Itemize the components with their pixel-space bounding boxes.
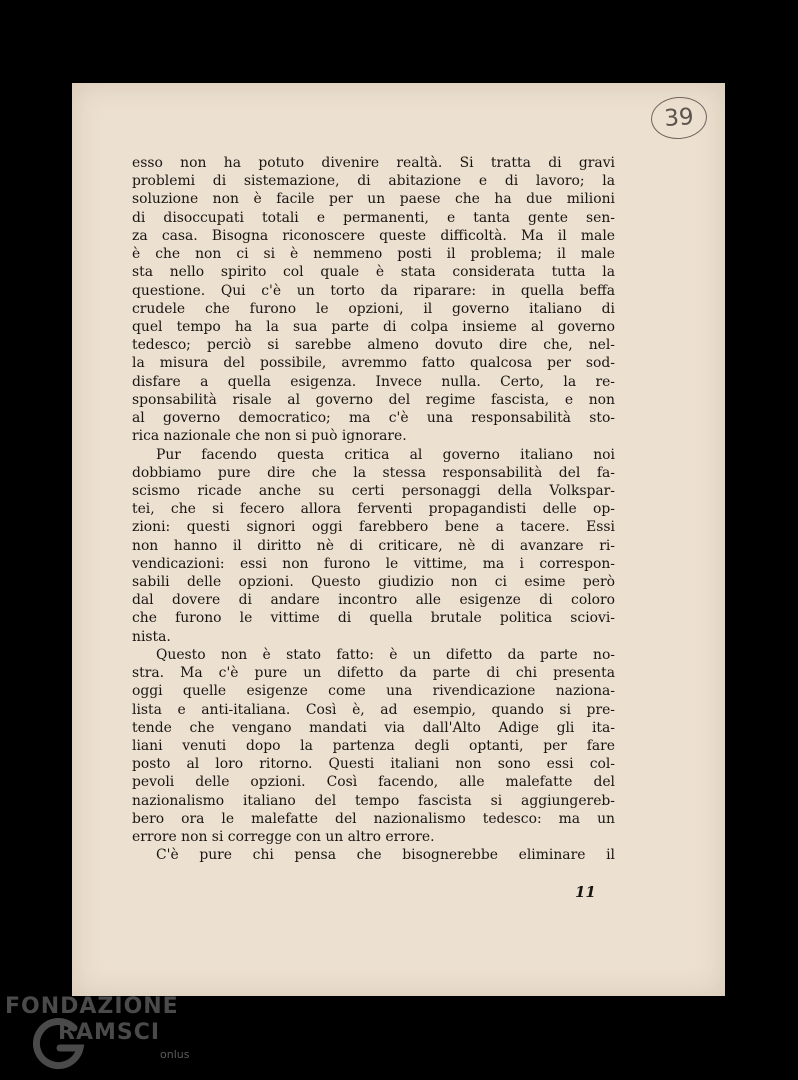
text-line: lista e anti-italiana. Così è, ad esempio, quando si pre- bbox=[132, 701, 615, 718]
text-line: oggi quelle esigenze come una rivendicazione naziona- bbox=[132, 683, 615, 700]
body-text bbox=[132, 154, 615, 865]
text-line: liani venuti dopo la partenza degli optanti, per fare bbox=[132, 738, 615, 754]
text-line: nazionalismo italiano del tempo fascista si aggiungereb- bbox=[132, 792, 615, 809]
text-line: dal dovere di andare incontro alle esigenze di coloro bbox=[132, 592, 615, 609]
text-line: Pur facendo questa critica al governo italiano noi bbox=[156, 446, 615, 463]
text-line: sabili delle opzioni. Questo giudizio non ci esime però bbox=[132, 574, 615, 591]
text-line: zioni: questi signori oggi farebbero bene a tacere. Essi bbox=[132, 519, 615, 536]
text-line: sta nello spirito col quale è stata considerata tutta la bbox=[132, 264, 615, 281]
text-line: quel tempo ha la sua parte di colpa insieme al governo bbox=[132, 318, 615, 335]
text-line: crudele che furono le opzioni, il governo italiano di bbox=[132, 300, 615, 317]
page-number: 11 bbox=[575, 883, 596, 901]
text-line: za casa. Bisogna riconoscere queste difficoltà. Ma il male bbox=[132, 227, 615, 244]
logo-subtitle: onlus bbox=[160, 1048, 190, 1061]
text-line: problemi di sistemazione, di abitazione e di lavoro; la bbox=[132, 173, 615, 190]
text-line: errore non si corregge con un altro errore. bbox=[132, 829, 435, 846]
text-line: esso non ha potuto divenire realtà. Si tratta di gravi bbox=[132, 155, 615, 171]
text-line: vendicazioni: essi non furono le vittime, ma i correspon- bbox=[132, 555, 615, 572]
text-line: Questo non è stato fatto: è un difetto da parte no- bbox=[156, 646, 615, 663]
text-line: sponsabilità risale al governo del regime fascista, e non bbox=[132, 391, 615, 408]
text-line: nista. bbox=[132, 628, 171, 645]
text-line: è che non ci si è nemmeno posti il problema; il male bbox=[132, 246, 615, 263]
text-line: scismo ricade anche su certi personaggi della Volkspar- bbox=[132, 482, 615, 499]
fondazione-gramsci-logo bbox=[0, 992, 210, 1080]
logo-text-line1: FONDAZIONE bbox=[5, 994, 179, 1019]
text-line: pevoli delle opzioni. Così facendo, alle malefatte del bbox=[132, 774, 615, 791]
text-line: tende che vengano mandati via dall'Alto Adige gli ita- bbox=[132, 719, 615, 736]
archive-number-stamp: 39 bbox=[650, 95, 709, 141]
text-line: tedesco; perciò si sarebbe almeno dovuto dire che, nel- bbox=[132, 337, 615, 354]
text-line: soluzione non è facile per un paese che ha due milioni bbox=[132, 191, 615, 208]
document-page bbox=[72, 83, 725, 996]
text-line: questione. Qui c'è un torto da riparare: in quella beffa bbox=[132, 282, 615, 299]
text-line: disfare a quella esigenza. Invece nulla. Certo, la re- bbox=[132, 373, 615, 390]
text-line: posto al loro ritorno. Questi italiani non sono essi col- bbox=[132, 756, 615, 773]
text-line: C'è pure chi pensa che bisognerebbe eliminare il bbox=[156, 847, 615, 864]
text-line: stra. Ma c'è pure un difetto da parte di chi presenta bbox=[132, 665, 615, 682]
text-line: non hanno il diritto nè di criticare, nè di avanzare ri- bbox=[132, 537, 615, 554]
text-line: al governo democratico; ma c'è una responsabilità sto- bbox=[132, 410, 615, 427]
text-line: rica nazionale che non si può ignorare. bbox=[132, 428, 407, 445]
text-line: di disoccupati totali e permanenti, e tanta gente sen- bbox=[132, 209, 615, 226]
text-line: la misura del possibile, avremmo fatto qualcosa per sod- bbox=[132, 355, 615, 372]
text-line: bero ora le malefatte del nazionalismo tedesco: ma un bbox=[132, 810, 615, 827]
text-line: che furono le vittime di quella brutale politica sciovi- bbox=[132, 610, 615, 627]
text-line: dobbiamo pure dire che la stessa responsabilità del fa- bbox=[132, 464, 615, 481]
text-line: tei, che si fecero allora ferventi propagandisti delle op- bbox=[132, 501, 615, 518]
logo-text-line2: RAMSCI bbox=[58, 1020, 161, 1045]
